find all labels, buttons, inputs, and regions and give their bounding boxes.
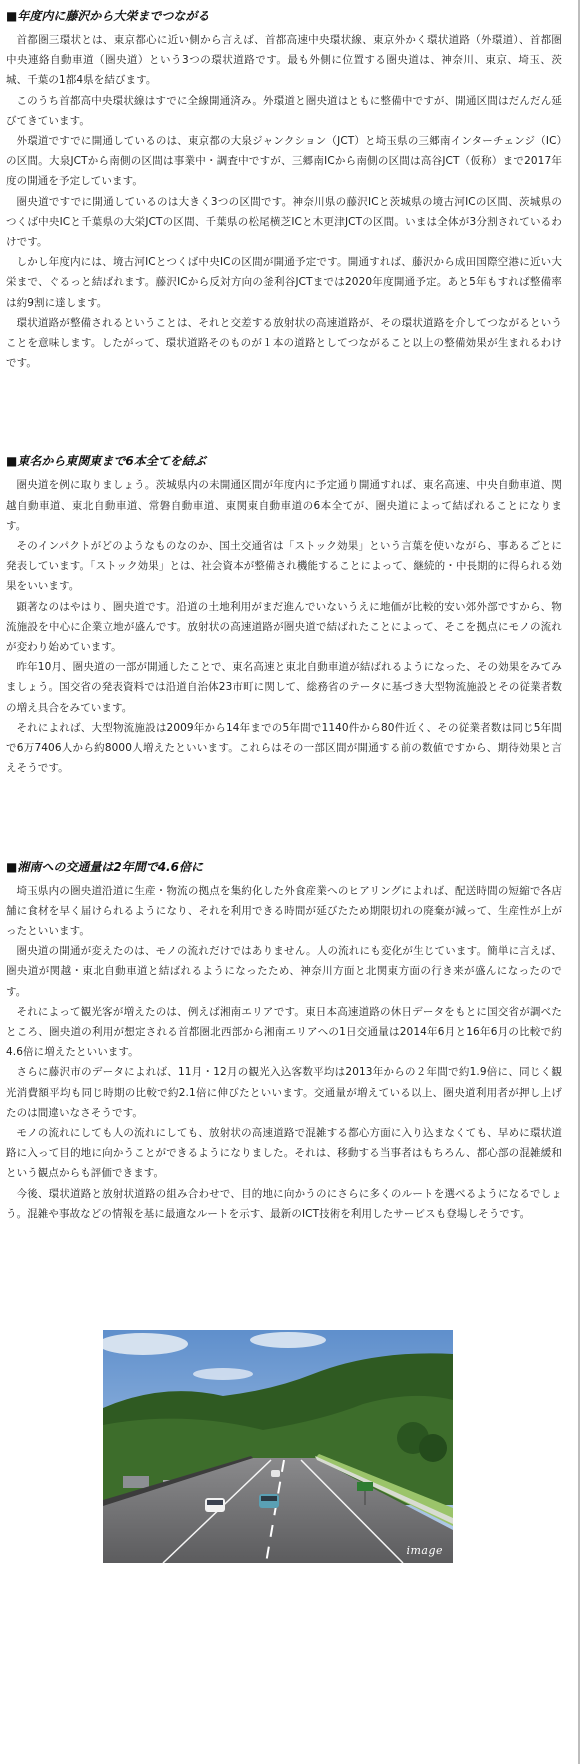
paragraph: 圏央道ですでに開通しているのは大きく3つの区間です。神奈川県の藤沢ICと茨城県の境古河ICの区間、茨城県のつくば中央ICと千葉県の大栄JCTの区間、千葉県の松尾横芝ICと木更津JCTの区間。いまは全体が3分割されているわけです。 [6,195,562,249]
paragraph: モノの流れにしても人の流れにしても、放射状の高速道路で混雑する都心方面に入り込まなくても、早めに環状道路に入って目的地に向かうことができるようになりました。それは、移動する当事者はもちろん、都心部の混雑緩和という観点からも評価できます。 [6,1126,562,1180]
paragraph: 今後、環状道路と放射状道路の組み合わせで、目的地に向かうのにさらに多くのルートを選べるようになるでしょう。混雑や事故などの情報を基に最適なルートを示す、最新のICT技術を利用したサービスも登場しそうです。 [6,1187,562,1220]
car-window [261,1496,277,1501]
paragraph: そのインパクトがどのようなものなのか、国土交通省は「ストック効果」という言葉を使いながら、事あるごとに発表しています。「ストック効果」とは、社会資本が整備され機能することによって、継続的・中長期的に得られる効果をいいます。 [6,540,562,593]
section-shonan-traffic [6,857,562,1224]
paragraph: このうち首都高中央環状線はすでに全線開通済み。外環道と圏央道はともに整備中ですが、開通区間はだんだん延びてきています。 [6,94,562,127]
road-sign [357,1482,373,1491]
paragraph: それによれば、大型物流施設は2009年から14年までの5年間で1140件から80件近く、その従業者数は同じ5年間で6万7406人から約8000人増えたといいます。これらはその一部区間が開通する前の数値ですから、期待効果と言えそうです。 [6,721,562,775]
highway-photo-illustration [103,1330,453,1563]
paragraph: 首都圏三環状とは、東京都心に近い側から言えば、首都高速中央環状線、東京外かく環状道路（外環道）、首都圏中央連絡自動車道（圏央道）という3つの環状道路です。最も外側に位置する圏央道は、神奈川、東京、埼玉、茨城、千葉の1都4県を結びます。 [6,34,562,87]
paragraph: 昨年10月、圏央道の一部が開通したことで、東名高速と東北自動車道が結ばれるようになった、その効果をみてみましょう。国交省の発表資料では沿道自治体23市町に関して、総務省のテータに基づき大型物流施設とその従業者数の増え具合をみています。 [6,661,562,714]
paragraph: 圏央道を例に取りましょう。茨城県内の未開通区間が年度内に予定通り開通すれば、東名高速、中央自動車道、関越自動車道、東北自動車道、常磐自動車道、東関東自動車道の6本全てが、圏央道によって結ばれることになります。 [6,479,562,532]
section-six-expressways [6,451,562,778]
paragraph: 埼玉県内の圏央道沿道に生産・物流の拠点を集約化した外食産業へのヒアリングによれば、配送時間の短縮で各店舗に食材を早く届けられるようになり、それを利用できる時間が延びたため期限切れの廃棄が減って、生産性が上がったといいます。 [6,884,562,937]
section-heading: ■湘南への交通量は2年間で4.6倍に [6,859,203,874]
paragraph: それによって観光客が増えたのは、例えば湘南エリアです。東日本高速道路の休日データをもとに国交省が調べたところ、圏央道の利用が想定される首都圏北西部から湘南エリアへの1日交通量は2014年6月と16年6月の比較で約4.6倍に増えたといいます。 [6,1005,562,1059]
car-distant [271,1470,280,1477]
highway-photo [103,1330,453,1563]
section-ring-road-opening [6,6,562,373]
section-heading: ■東名から東関東まで6本全てを結ぶ [6,454,206,469]
paragraph: 圏央道の開通が変えたのは、モノの流れだけではありません。人の流れにも変化が生じています。簡単に言えば、圏央道が関越・東北自動車道と結ばれるようになったため、神奈川方面と北関東方面の行き来が盛んになったのです。 [6,945,562,998]
tree [419,1434,447,1462]
article-body [6,6,562,1224]
photo-caption: image [406,1544,443,1557]
paragraph: 外環道ですでに開通しているのは、東京都の大泉ジャンクション（JCT）と埼玉県の三郷南インターチェンジ（IC）の区間。大泉JCTから南側の区間は事業中・調査中ですが、三郷南ICから南側の区間は高谷JCT（仮称）まで2017年度の開通を予定しています。 [6,135,562,188]
paragraph: 環状道路が整備されるということは、それと交差する放射状の高速道路が、その環状道路を介してつながるということを意味します。したがって、環状道路そのものが１本の道路としてつながること以上の整備効果が生まれるわけです。 [6,316,562,370]
paragraph: 顕著なのはやはり、圏央道です。沿道の土地利用がまだ進んでいないうえに地価が比較的安い郊外部ですから、物流施設を中心に企業立地が盛んです。放射状の高速道路が圏央道で結ばれたことによって、そこを拠点にモノの流れが変わり始めています。 [6,600,562,654]
section-heading: ■年度内に藤沢から大栄までつながる [6,9,210,23]
paragraph: しかし年度内には、境古河ICとつくば中央ICの区間が開通予定です。開通すれば、藤沢から成田国際空港に近い大栄まで、ぐるっと結ばれます。藤沢ICから反対方向の釜利谷JCTまでは2020年度開通予定。あと5年もすれば整備率は約9割に達します。 [6,256,562,309]
paragraph: さらに藤沢市のデータによれば、11月・12月の観光入込客数平均は2013年からの２年間で約1.9倍に、同じく観光消費額平均も同じ時期の比較で約2.1倍に伸びたといいます。交通量が増えている以上、圏央道利用者が押し上げたのは間違いなさそうです。 [6,1066,562,1119]
house [123,1476,149,1488]
cloud [250,1332,326,1348]
car-window [207,1500,223,1505]
cloud [193,1368,253,1380]
